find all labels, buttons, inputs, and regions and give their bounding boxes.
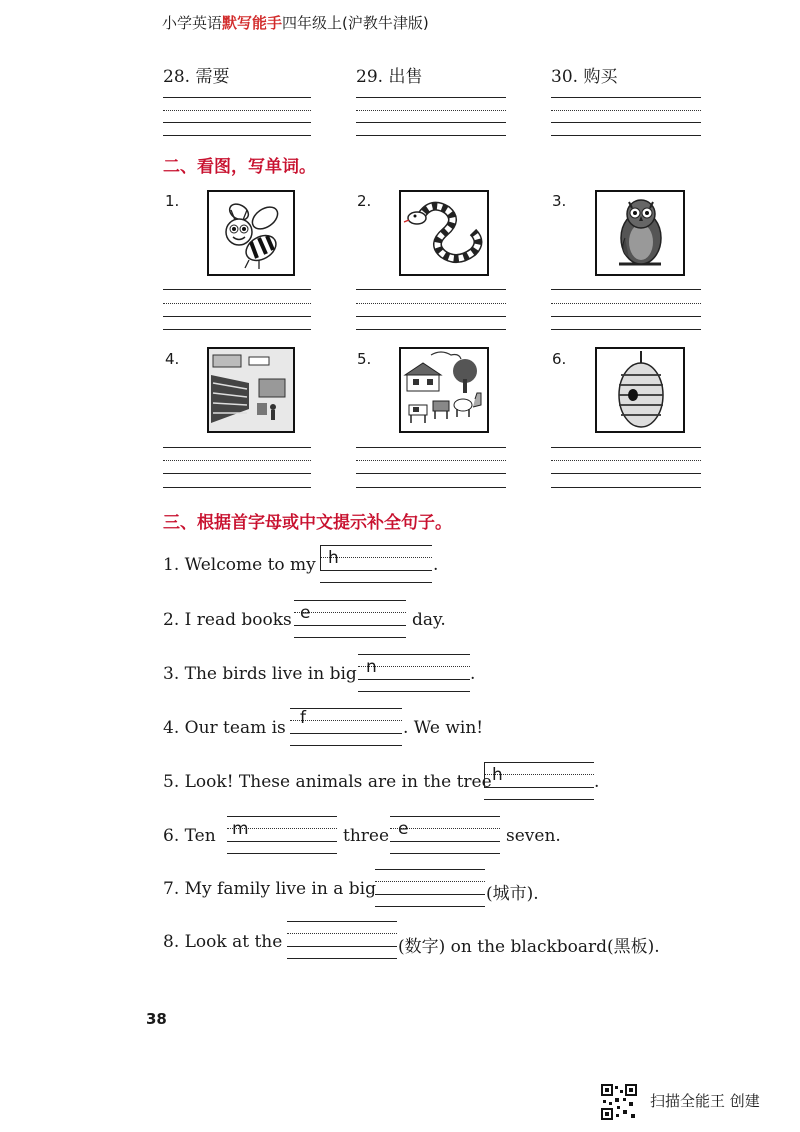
hint-letter-6b: e: [398, 819, 409, 839]
item-30-label: 30. 购买: [551, 67, 618, 87]
pic-item-1-number: 1.: [165, 192, 180, 210]
supermarket-icon: [207, 347, 295, 433]
sentence-6-end: seven.: [506, 826, 561, 846]
sentence-5-end: .: [594, 772, 600, 792]
sentence-8-end: (数字) on the blackboard(黑板).: [398, 937, 660, 957]
sentence-7: 7. My family live in a big: [163, 879, 376, 899]
item-28-label: 28. 需要: [163, 67, 230, 87]
sentence-1-end: .: [433, 555, 439, 575]
sentence-3-end: .: [470, 664, 476, 684]
qr-code-icon: [601, 1084, 637, 1120]
hint-letter-3: n: [366, 657, 377, 677]
header-prefix: 小学英语: [162, 14, 223, 32]
hint-letter-1: h: [328, 548, 339, 568]
sentence-7-end: (城市).: [486, 884, 539, 904]
sentence-4-end: . We win!: [403, 718, 484, 738]
farm-icon: [399, 347, 489, 433]
beehive-icon: [595, 347, 685, 433]
pic-item-2-number: 2.: [357, 192, 372, 210]
hint-letter-2: e: [300, 603, 311, 623]
bee-icon: [207, 190, 295, 276]
sentence-5: 5. Look! These animals are in the tree: [163, 772, 492, 792]
sentence-3: 3. The birds live in big: [163, 664, 357, 684]
pic-item-4-number: 4.: [165, 350, 180, 368]
sentence-1: 1. Welcome to my: [163, 555, 316, 575]
sentence-4: 4. Our team is: [163, 718, 286, 738]
pic-item-3-number: 3.: [552, 192, 567, 210]
section-2-title: 二、看图，写单词。: [163, 157, 316, 177]
sentence-2: 2. I read books: [163, 610, 292, 630]
snake-icon: [399, 190, 489, 276]
hint-letter-4: f: [300, 708, 306, 728]
owl-icon: [595, 190, 685, 276]
section-3-title: 三、根据首字母或中文提示补全句子。: [163, 513, 452, 533]
header-brand: 默写能手: [222, 14, 283, 32]
hint-letter-5: h: [492, 765, 503, 785]
sentence-2-end: day.: [412, 610, 446, 630]
scanner-watermark: 扫描全能王 创建: [650, 1092, 760, 1110]
pic-item-6-number: 6.: [552, 350, 567, 368]
page-header: [162, 12, 429, 33]
header-suffix: 四年级上(沪教牛津版): [282, 14, 429, 32]
sentence-6-middle: three: [343, 826, 390, 846]
item-29-label: 29. 出售: [356, 67, 423, 87]
sentence-6: 6. Ten: [163, 826, 216, 846]
hint-letter-6a: m: [232, 819, 249, 839]
page-number: 38: [146, 1010, 167, 1028]
pic-item-5-number: 5.: [357, 350, 372, 368]
sentence-8: 8. Look at the: [163, 932, 283, 952]
